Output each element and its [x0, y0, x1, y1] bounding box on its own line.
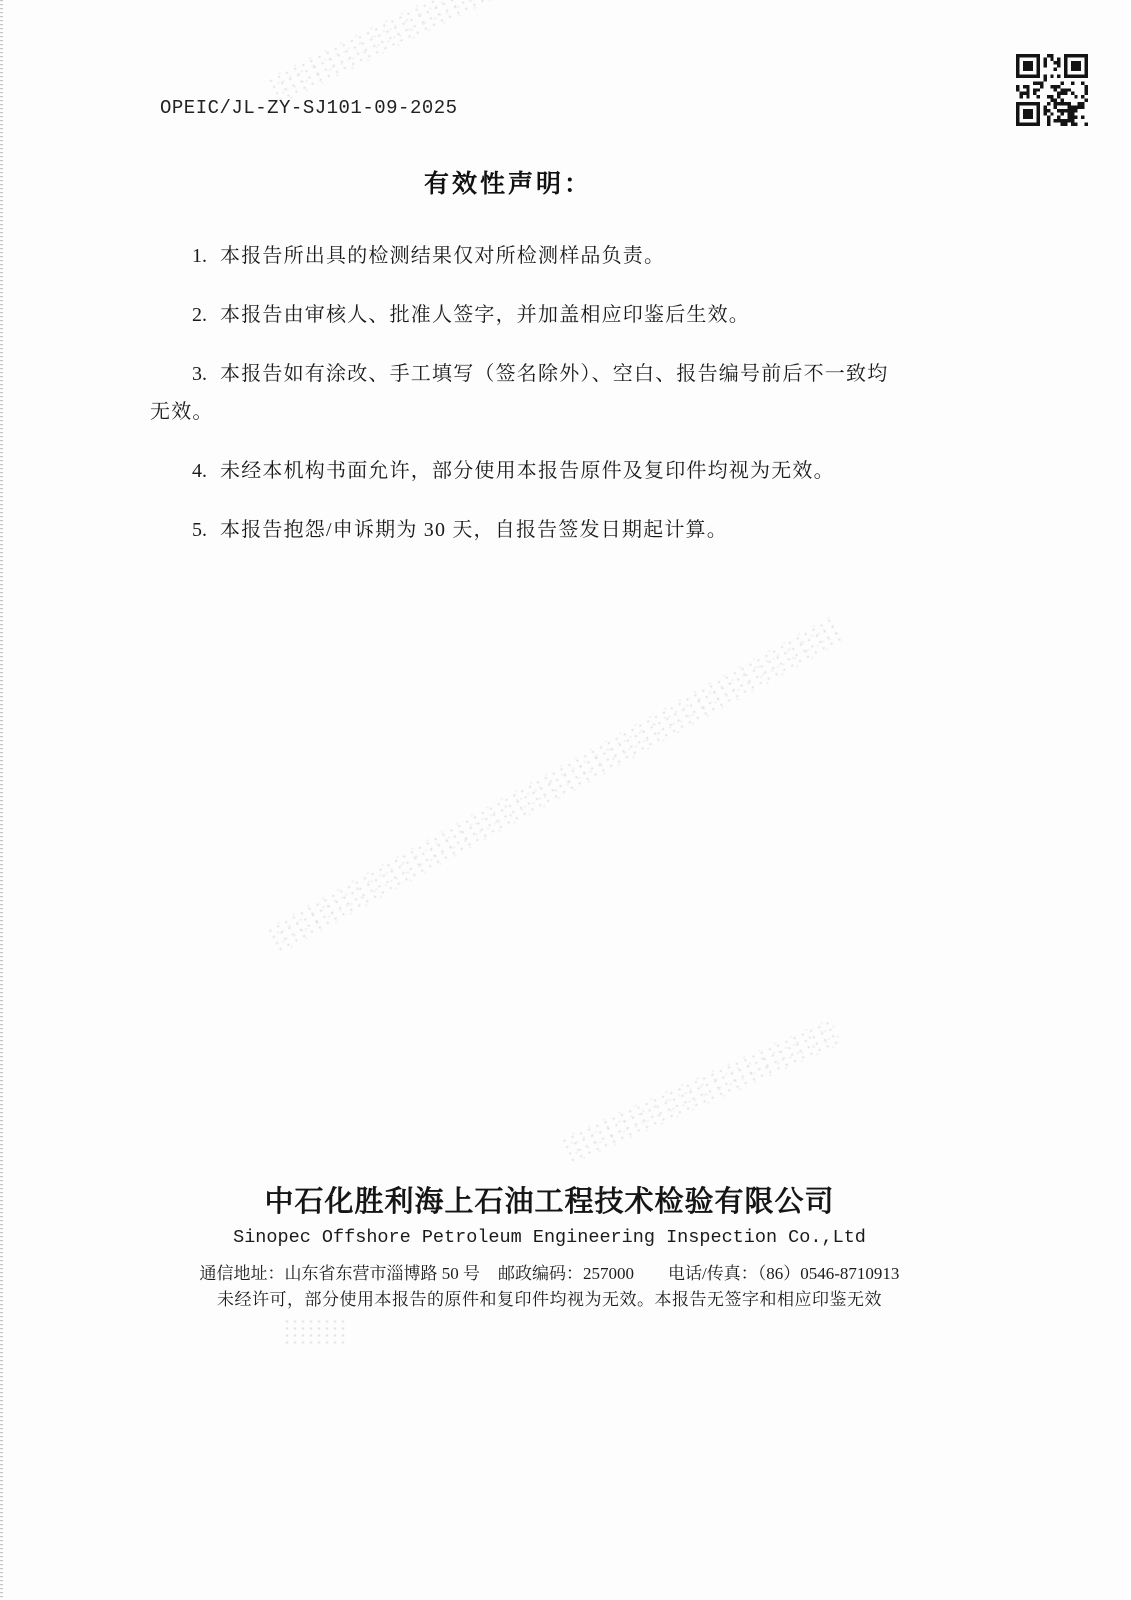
statement-item	[150, 297, 906, 335]
page-title: 有效性声明：	[423, 170, 592, 198]
contact-line	[0, 1261, 1115, 1287]
statement-item	[150, 356, 906, 431]
statement-number: 2.	[192, 304, 207, 326]
statement-text: 本报告由审核人、批准人签字，并加盖相应印鉴后生效。	[220, 304, 750, 326]
scan-edge-artifact	[0, 0, 3, 1600]
statement-number: 3.	[192, 363, 207, 385]
statement-list	[150, 238, 906, 571]
scan-ghost-streak	[559, 1017, 845, 1166]
postal-code: 邮政编码：257000	[498, 1264, 635, 1283]
statement-item	[150, 238, 906, 276]
document-code: OPEIC/JL-ZY-SJ101-09-2025	[160, 97, 458, 119]
statement-text: 本报告抱怨/申诉期为 30 天，自报告签发日期起计算。	[220, 518, 728, 541]
company-name-cn: 中石化胜利海上石油工程技术检验有限公司	[264, 1186, 835, 1218]
scan-smudge-artifact	[283, 1318, 347, 1344]
scan-ghost-streak	[265, 0, 548, 106]
phone-fax: 电话/传真：（86）0546-8710913	[668, 1264, 900, 1283]
statement-text: 未经本机构书面允许，部分使用本报告原件及复印件均视为无效。	[220, 459, 835, 482]
company-footer	[0, 1184, 1115, 1313]
statement-number: 4.	[192, 459, 207, 482]
statement-text: 本报告如有涂改、手工填写（签名除外）、空白、报告编号前后不一致均无效。	[150, 363, 889, 423]
footer-disclaimer: 未经许可，部分使用本报告的原件和复印件均视为无效。本报告无签字和相应印鉴无效	[217, 1290, 882, 1309]
statement-number: 5.	[192, 518, 207, 541]
mailing-address: 通信地址：山东省东营市淄博路 50 号	[199, 1264, 481, 1283]
qr-code-icon	[1016, 54, 1088, 126]
statement-item	[150, 453, 906, 491]
scan-ghost-streak	[265, 617, 844, 956]
company-name-en: Sinopec Offshore Petroleum Engineering Inspection Co.,Ltd	[233, 1227, 866, 1248]
statement-item	[150, 512, 906, 550]
statement-number: 1.	[192, 245, 207, 267]
statement-text: 本报告所出具的检测结果仅对所检测样品负责。	[220, 245, 666, 267]
